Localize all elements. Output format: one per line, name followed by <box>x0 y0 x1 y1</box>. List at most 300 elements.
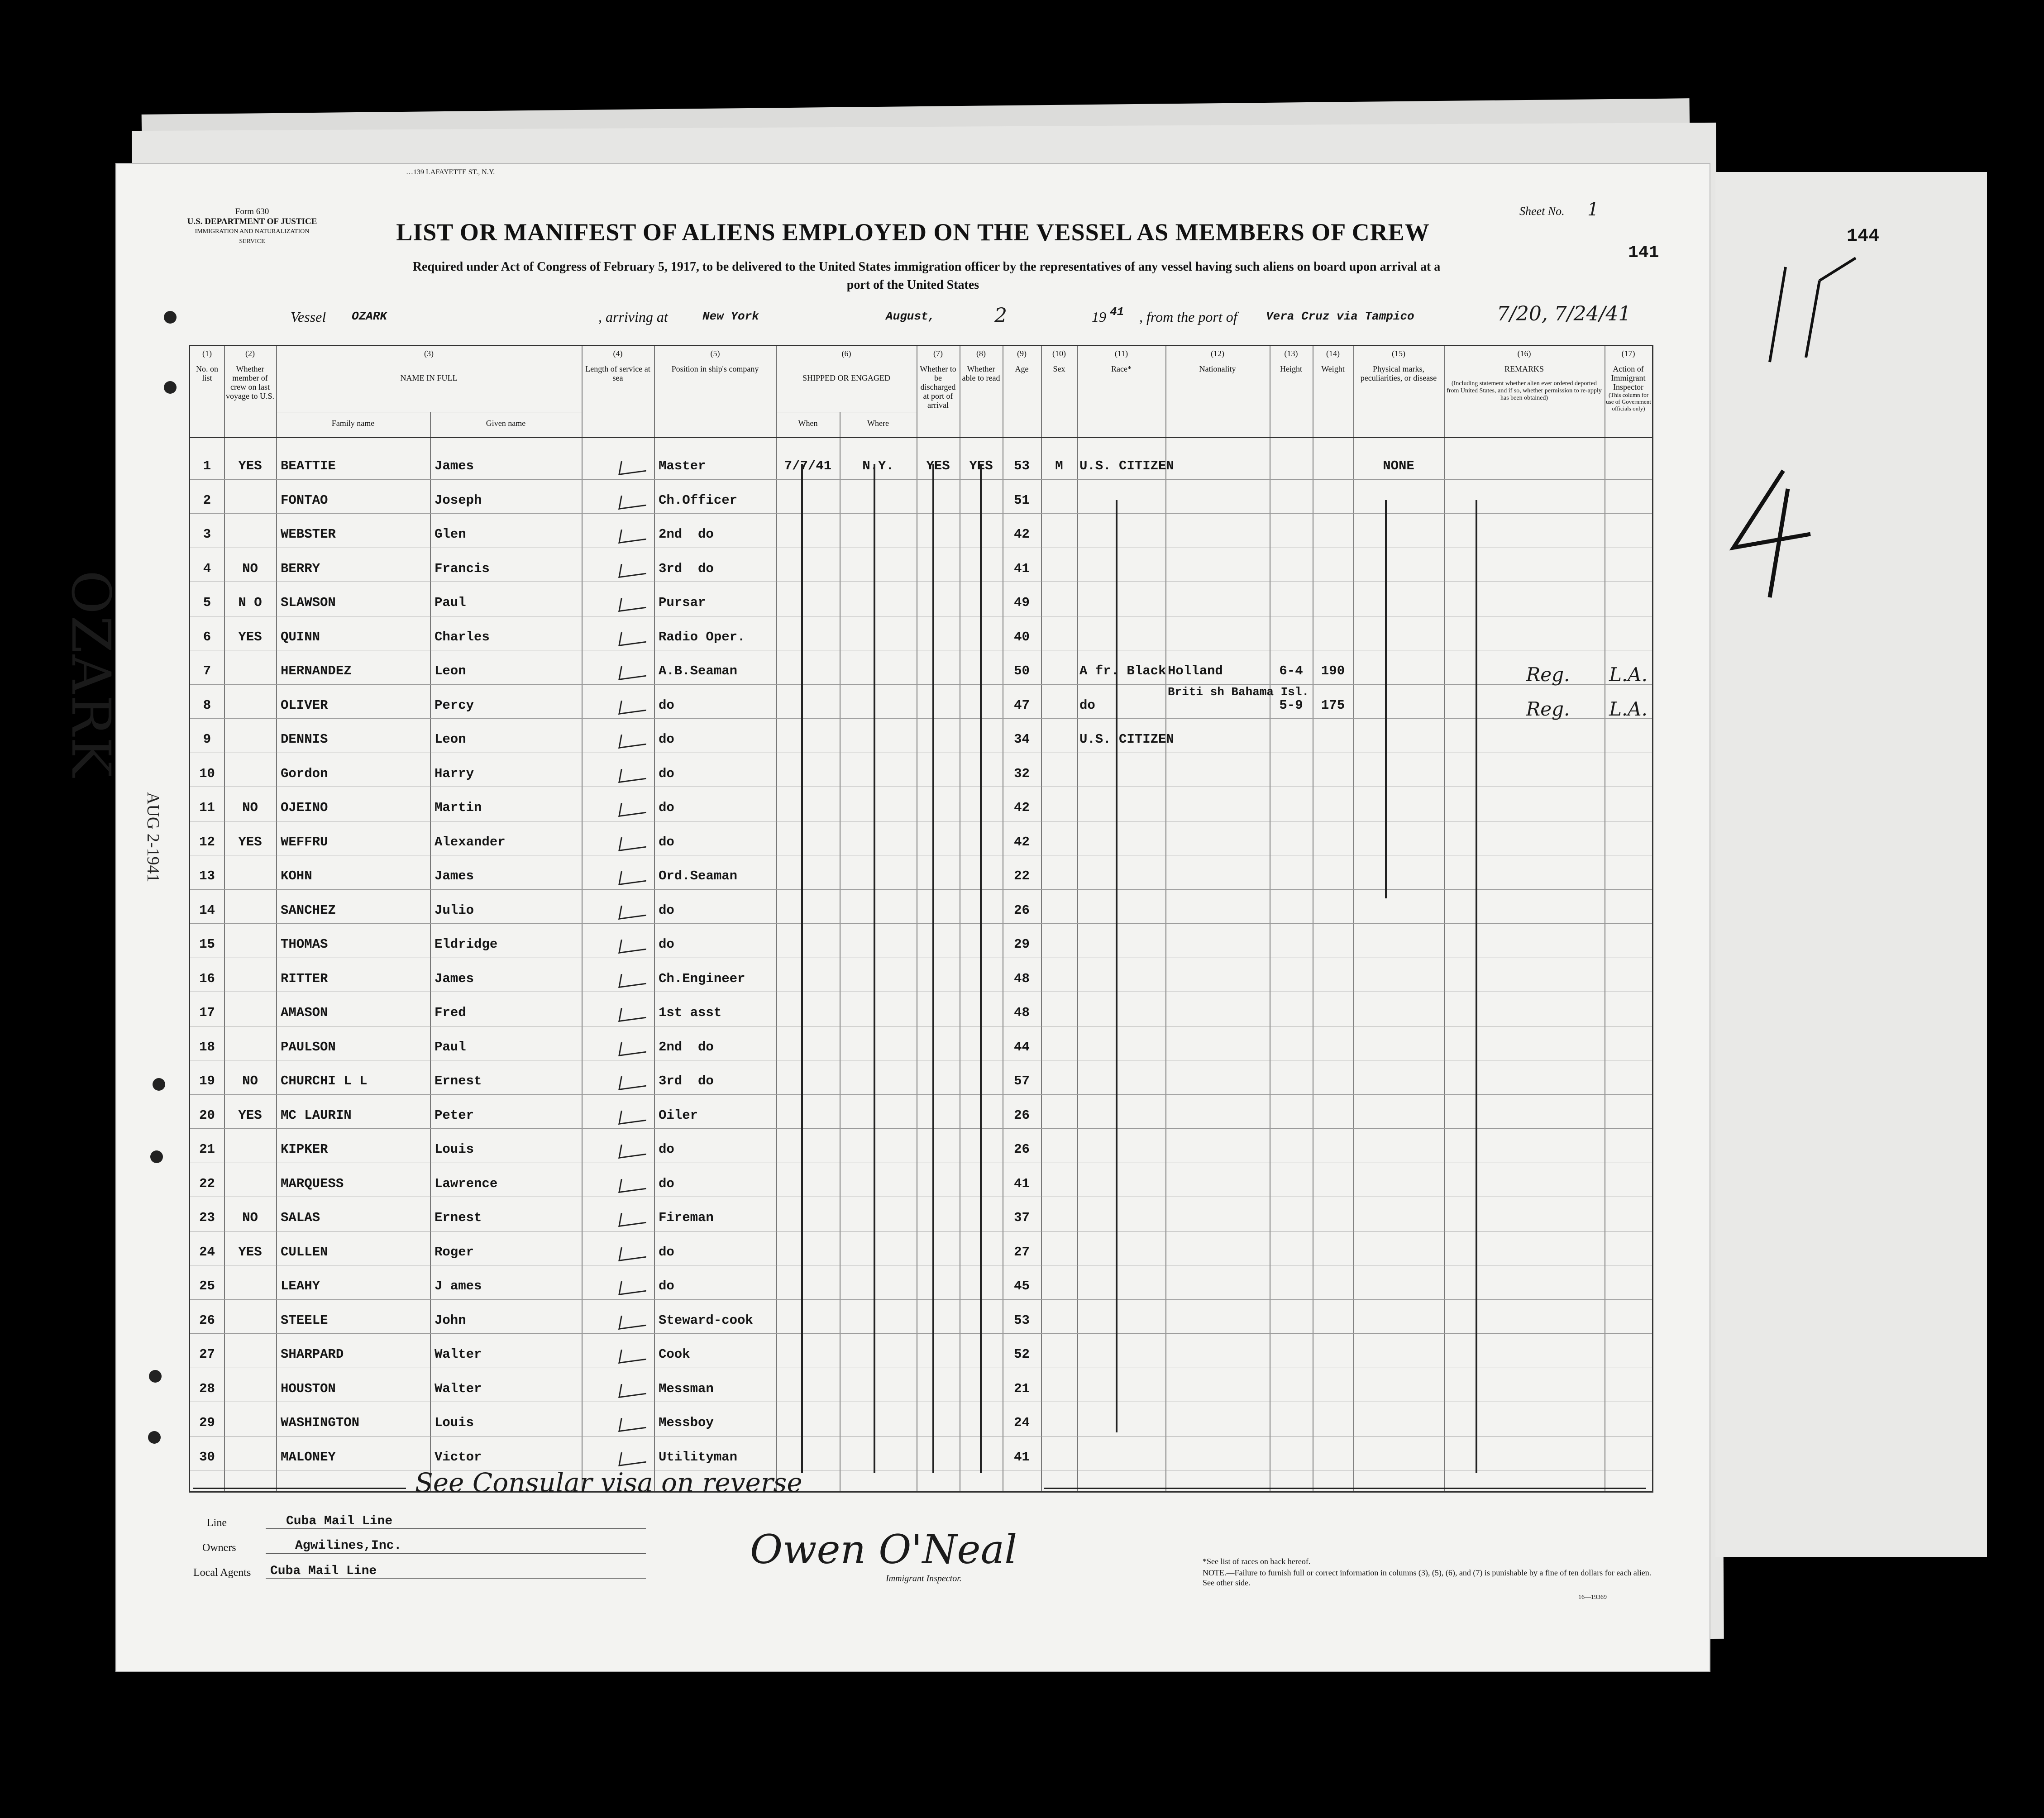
table-row <box>190 1241 1652 1275</box>
row-number: 3 <box>203 527 211 542</box>
column-header-c1: No. on list <box>196 364 218 382</box>
column-number: (2) <box>245 349 255 358</box>
table-row <box>190 1173 1652 1207</box>
race: do <box>1079 697 1095 713</box>
position: 2nd do <box>659 527 714 542</box>
column-number: (15) <box>1392 349 1405 358</box>
check-mark <box>618 1449 649 1466</box>
side-sheet <box>1715 172 1987 1557</box>
position: Pursar <box>659 595 706 610</box>
weight: 190 <box>1321 663 1345 678</box>
column-number: (13) <box>1284 349 1298 358</box>
position: Radio Oper. <box>659 629 745 644</box>
row-number: 17 <box>199 1005 215 1020</box>
age: 26 <box>1014 1142 1030 1157</box>
column-subheader-c3b: Given name <box>486 419 526 428</box>
family-name: WEBSTER <box>281 527 336 542</box>
column-header-c8: Whether able to read <box>962 364 1000 382</box>
table-row <box>190 1275 1652 1309</box>
position: Ch.Officer <box>659 492 738 508</box>
family-name: FONTAO <box>281 492 328 508</box>
age: 49 <box>1014 595 1030 610</box>
agents-label: Local Agents <box>193 1567 251 1579</box>
given-name: Louis <box>435 1142 474 1157</box>
arrival-year: 41 <box>1110 305 1124 319</box>
table-row <box>190 558 1652 592</box>
given-name: Glen <box>435 527 466 542</box>
position: 2nd do <box>659 1039 714 1055</box>
given-name: John <box>435 1312 466 1328</box>
age: 22 <box>1014 868 1030 883</box>
given-name: Eldridge <box>435 937 498 952</box>
table-row <box>190 1207 1652 1241</box>
penalty-note: NOTE.—Failure to furnish full or correct information in columns (3), (5), (6), and (7) is punishable by a fine of ten dollars for each alien. See other side. <box>1203 1568 1652 1587</box>
age: 34 <box>1014 732 1030 747</box>
remarks: Reg. <box>1526 697 1570 720</box>
position: do <box>659 732 674 747</box>
age: 47 <box>1014 697 1030 713</box>
family-name: SHARPARD <box>281 1347 344 1362</box>
table-row <box>190 1309 1652 1344</box>
family-name: KIPKER <box>281 1142 328 1157</box>
vessel-line <box>116 302 1710 331</box>
column-number: (17) <box>1621 349 1635 358</box>
race: A fr. Black <box>1079 663 1166 678</box>
table-row <box>190 626 1652 660</box>
arrival-day: 2 <box>994 304 1007 327</box>
punch-hole <box>164 311 177 324</box>
column-number: (9) <box>1017 349 1027 358</box>
column-header-c13: Height <box>1280 364 1302 373</box>
given-name: Alexander <box>435 834 506 849</box>
column-number: (3) <box>424 349 434 358</box>
given-name: Leon <box>435 663 466 678</box>
manifest-sheet <box>115 163 1710 1672</box>
age: 52 <box>1014 1347 1030 1362</box>
row-number: 16 <box>199 971 215 986</box>
position: do <box>659 1142 674 1157</box>
position: Ch.Engineer <box>659 971 745 986</box>
owners-name: Agwilines,Inc. <box>295 1539 402 1553</box>
previous-voyage: YES <box>238 1107 262 1123</box>
family-name: RITTER <box>281 971 328 986</box>
arrival-port: New York <box>702 310 759 323</box>
given-name: Roger <box>435 1244 474 1260</box>
inspector-action: L.A. <box>1609 663 1648 686</box>
row-number: 24 <box>199 1244 215 1260</box>
check-mark <box>618 1004 649 1022</box>
position: do <box>659 1279 674 1293</box>
check-mark <box>618 834 649 851</box>
age: 42 <box>1014 834 1030 849</box>
given-name: Victor <box>435 1449 482 1465</box>
margin-date-stamp: AUG 2-1941 <box>143 792 162 883</box>
sheet-label: Sheet No. <box>1519 205 1565 218</box>
column-number: (5) <box>710 349 720 358</box>
previous-voyage: NO <box>242 1210 258 1225</box>
position: do <box>659 800 674 815</box>
age: 41 <box>1014 561 1030 576</box>
check-mark <box>618 594 649 612</box>
family-name: MC LAURIN <box>281 1107 352 1123</box>
race: U.S. CITIZEN <box>1079 458 1174 473</box>
check-mark <box>618 1244 649 1261</box>
punch-hole <box>149 1370 162 1383</box>
column-header-c17: Action of Immigrant Inspector <box>1611 364 1646 391</box>
height: 5-9 <box>1279 697 1303 713</box>
row-number: 26 <box>199 1312 215 1328</box>
ditto-stroke <box>932 464 934 1473</box>
row-number: 25 <box>199 1279 215 1293</box>
check-mark <box>618 560 649 578</box>
table-row <box>190 728 1652 763</box>
row-number: 20 <box>199 1107 215 1123</box>
action-note: (This column for use of Government officials only) <box>1606 391 1651 412</box>
given-name: Francis <box>435 561 490 576</box>
given-name: Lawrence <box>435 1176 498 1191</box>
check-mark <box>618 1346 649 1364</box>
table-row <box>190 933 1652 968</box>
previous-voyage: NO <box>242 800 258 815</box>
handwritten-mark <box>1743 253 1915 371</box>
row-number: 9 <box>203 732 211 747</box>
age: 41 <box>1014 1176 1030 1191</box>
previous-voyage: N O <box>238 595 262 610</box>
check-mark <box>618 492 649 510</box>
ditto-stroke <box>980 464 982 1473</box>
table-row <box>190 592 1652 626</box>
family-name: KOHN <box>281 868 312 883</box>
table-row <box>190 1138 1652 1173</box>
owners-label: Owners <box>202 1542 236 1554</box>
height: 6-4 <box>1279 663 1303 678</box>
shipped-where: N.Y. <box>862 458 894 473</box>
row-number: 2 <box>203 492 211 508</box>
family-name: QUINN <box>281 629 320 644</box>
column-header-c2: Whether member of crew on last voyage to U.S. <box>226 364 274 401</box>
check-mark <box>618 1141 649 1159</box>
row-number: 28 <box>199 1381 215 1396</box>
handwritten-4 <box>1715 462 1833 606</box>
table-row <box>190 489 1652 524</box>
check-mark <box>618 1278 649 1295</box>
table-row <box>190 523 1652 558</box>
column-number: (12) <box>1211 349 1224 358</box>
remarks-note: (Including statement whether alien ever ordered deported from United States, and if so, whether permission to re-apply has been obtained) <box>1447 380 1602 401</box>
vessel-label: Vessel <box>291 309 326 325</box>
column-number: (14) <box>1326 349 1340 358</box>
position: do <box>659 1244 674 1260</box>
table-row <box>190 1070 1652 1104</box>
column-header-c3: NAME IN FULL <box>400 373 458 382</box>
age: 45 <box>1014 1279 1030 1293</box>
position: Utilityman <box>659 1449 738 1465</box>
consular-note: See Consular visa on reverse <box>415 1467 802 1498</box>
nationality: Holland <box>1168 663 1223 678</box>
position: Master <box>659 458 706 473</box>
position: do <box>659 1176 674 1191</box>
row-number: 29 <box>199 1415 215 1430</box>
family-name: WASHINGTON <box>281 1415 360 1430</box>
given-name: Charles <box>435 629 490 644</box>
given-name: Martin <box>435 800 482 815</box>
given-name: Ernest <box>435 1210 482 1225</box>
given-name: Fred <box>435 1005 466 1020</box>
check-mark <box>618 697 649 715</box>
given-name: James <box>435 971 474 986</box>
family-name: THOMAS <box>281 937 328 952</box>
position: do <box>659 937 674 952</box>
row-number: 11 <box>199 800 215 815</box>
family-name: BEATTIE <box>281 458 336 473</box>
age: 41 <box>1014 1449 1030 1465</box>
inspector-label: Immigrant Inspector. <box>886 1574 962 1584</box>
previous-voyage: NO <box>242 561 258 576</box>
crew-table <box>189 345 1653 1493</box>
column-number: (16) <box>1517 349 1531 358</box>
given-name: Paul <box>435 1039 466 1055</box>
previous-voyage: YES <box>238 458 262 473</box>
column-number: (6) <box>841 349 851 358</box>
position: 3rd do <box>659 561 714 576</box>
handwritten-dates: 7/20, 7/24/41 <box>1497 302 1631 325</box>
family-name: DENNIS <box>281 732 328 747</box>
ditto-stroke <box>801 464 803 1473</box>
check-mark <box>618 731 649 749</box>
position: Oiler <box>659 1107 698 1123</box>
age: 53 <box>1014 458 1030 473</box>
table-row <box>190 763 1652 797</box>
given-name: Walter <box>435 1381 482 1396</box>
row-number: 6 <box>203 629 211 644</box>
position: do <box>659 902 674 918</box>
ditto-stroke <box>874 464 875 1473</box>
remarks: Reg. <box>1526 663 1570 686</box>
sheet-number: 1 <box>1587 199 1599 220</box>
age: 51 <box>1014 492 1030 508</box>
position: Ord.Seaman <box>659 868 738 883</box>
previous-voyage: YES <box>238 834 262 849</box>
ditto-stroke <box>1385 500 1387 898</box>
column-header-c14: Weight <box>1321 364 1345 373</box>
column-number: (1) <box>202 349 212 358</box>
column-header-c7: Whether to be discharged at port of arrival <box>920 364 956 410</box>
row-number: 22 <box>199 1176 215 1191</box>
column-number: (7) <box>933 349 943 358</box>
margin-vessel-name: OZARK <box>60 570 122 779</box>
able-to-read: YES <box>969 458 993 473</box>
position: Fireman <box>659 1210 714 1225</box>
column-header-c5: Position in ship's company <box>671 364 759 373</box>
age: 48 <box>1014 1005 1030 1020</box>
age: 21 <box>1014 1381 1030 1396</box>
check-mark <box>618 868 649 885</box>
discharged: YES <box>926 458 950 473</box>
given-name: Joseph <box>435 492 482 508</box>
given-name: Ernest <box>435 1074 482 1088</box>
weight: 175 <box>1321 697 1345 713</box>
family-name: CHURCHI L L <box>281 1074 368 1088</box>
check-mark <box>618 458 649 475</box>
age: 27 <box>1014 1244 1030 1260</box>
family-name: SLAWSON <box>281 595 336 610</box>
column-number: (8) <box>976 349 986 358</box>
column-header-c4: Length of service at sea <box>585 364 650 382</box>
table-row <box>190 685 1652 729</box>
family-name: MALONEY <box>281 1449 336 1465</box>
table-row <box>190 1446 1652 1480</box>
age: 29 <box>1014 937 1030 952</box>
age: 26 <box>1014 1107 1030 1123</box>
service: IMMIGRATION AND NATURALIZATION SERVICE <box>195 228 310 245</box>
age: 24 <box>1014 1415 1030 1430</box>
given-name: Julio <box>435 902 474 918</box>
inspector-signature: Owen O'Neal <box>750 1526 1017 1573</box>
check-mark <box>618 1414 649 1432</box>
age: 40 <box>1014 629 1030 644</box>
position: A.B.Seaman <box>659 663 738 678</box>
row-number: 13 <box>199 868 215 883</box>
race: U.S. CITIZEN <box>1079 732 1174 747</box>
check-mark <box>618 1107 649 1125</box>
form-code: 16—19369 <box>1578 1594 1607 1601</box>
sex: M <box>1055 458 1063 473</box>
age: 26 <box>1014 902 1030 918</box>
printer-imprint: …139 LAFAYETTE ST., N.Y. <box>406 168 495 176</box>
row-number: 14 <box>199 902 215 918</box>
physical-marks: NONE <box>1383 458 1414 473</box>
table-row <box>190 1002 1652 1036</box>
table-row <box>190 660 1652 694</box>
check-mark <box>618 1073 649 1090</box>
age: 53 <box>1014 1312 1030 1328</box>
age: 32 <box>1014 766 1030 781</box>
line-label: Line <box>207 1517 227 1529</box>
position: Steward-cook <box>659 1312 753 1328</box>
table-row <box>190 1036 1652 1070</box>
shipped-when: 7/7/41 <box>784 458 832 473</box>
row-number: 4 <box>203 561 211 576</box>
family-name: CULLEN <box>281 1244 328 1260</box>
check-mark <box>618 1039 649 1056</box>
row-number: 27 <box>199 1347 215 1362</box>
family-name: Gordon <box>281 766 328 781</box>
column-header-c6: SHIPPED OR ENGAGED <box>802 373 890 382</box>
row-number: 19 <box>199 1074 215 1088</box>
check-mark <box>618 1312 649 1330</box>
position: Messman <box>659 1381 714 1396</box>
given-name: Leon <box>435 732 466 747</box>
column-number: (11) <box>1114 349 1128 358</box>
check-mark <box>618 526 649 544</box>
age: 48 <box>1014 971 1030 986</box>
position: do <box>659 697 674 713</box>
table-row <box>190 1104 1652 1139</box>
given-name: Louis <box>435 1415 474 1430</box>
given-name: Peter <box>435 1107 474 1123</box>
table-row <box>190 455 1652 489</box>
check-mark <box>618 799 649 817</box>
check-mark <box>618 970 649 988</box>
family-name: PAULSON <box>281 1039 336 1055</box>
arriving-label: , arriving at <box>598 309 668 325</box>
family-name: SANCHEZ <box>281 902 336 918</box>
column-number: (4) <box>613 349 623 358</box>
position: 1st asst <box>659 1005 722 1020</box>
row-number: 21 <box>199 1142 215 1157</box>
age: 50 <box>1014 663 1030 678</box>
nationality: Briti sh Bahama Isl. <box>1168 685 1309 699</box>
inspector-action: L.A. <box>1609 697 1648 720</box>
check-mark <box>618 936 649 954</box>
family-name: SALAS <box>281 1210 320 1225</box>
age: 42 <box>1014 527 1030 542</box>
previous-voyage: YES <box>238 1244 262 1260</box>
year-prefix: 19 <box>1092 309 1106 325</box>
row-number: 8 <box>203 697 211 713</box>
punch-hole <box>148 1431 161 1444</box>
line-name: Cuba Mail Line <box>286 1514 393 1528</box>
check-mark <box>618 902 649 920</box>
age: 44 <box>1014 1039 1030 1055</box>
row-number: 10 <box>199 766 215 781</box>
table-row <box>190 899 1652 934</box>
stamp-141: 141 <box>1628 243 1659 262</box>
check-mark <box>618 1380 649 1398</box>
given-name: Paul <box>435 595 466 610</box>
family-name: STEELE <box>281 1312 328 1328</box>
form-number: Form 630 <box>235 207 269 216</box>
row-number: 12 <box>199 834 215 849</box>
position: do <box>659 834 674 849</box>
family-name: WEFFRU <box>281 834 328 849</box>
position: Messboy <box>659 1415 714 1430</box>
manifest-subtitle: Required under Act of Congress of February 5, 1917, to be delivered to the United States immigration officer by the representatives of any vessel having such aliens on board upon arrival at a <box>412 260 1441 274</box>
check-mark <box>618 629 649 646</box>
row-number: 7 <box>203 663 211 678</box>
table-row <box>190 1412 1652 1446</box>
given-name: James <box>435 458 474 473</box>
punch-hole <box>153 1078 165 1091</box>
punch-hole <box>164 381 177 394</box>
stamp-144: 144 <box>1847 226 1880 247</box>
column-subheader-c6a: When <box>798 419 818 428</box>
age: 37 <box>1014 1210 1030 1225</box>
manifest-title: LIST OR MANIFEST OF ALIENS EMPLOYED ON THE VESSEL AS MEMBERS OF CREW <box>396 219 1430 246</box>
table-row <box>190 831 1652 865</box>
column-header-c10: Sex <box>1053 364 1065 373</box>
family-name: LEAHY <box>281 1279 320 1293</box>
ditto-stroke <box>1476 500 1477 1473</box>
check-mark <box>618 765 649 783</box>
table-row <box>190 865 1652 899</box>
row-number: 1 <box>203 458 211 473</box>
age: 57 <box>1014 1074 1030 1088</box>
given-name: Walter <box>435 1347 482 1362</box>
row-number: 30 <box>199 1449 215 1465</box>
given-name: Percy <box>435 697 474 713</box>
manifest-subtitle-2: port of the United States <box>846 278 979 292</box>
punch-hole <box>150 1150 163 1163</box>
table-row <box>190 1378 1652 1412</box>
column-subheader-c6b: Where <box>867 419 889 428</box>
department: U.S. DEPARTMENT OF JUSTICE <box>187 217 317 226</box>
position: Cook <box>659 1347 690 1362</box>
check-mark <box>618 1209 649 1227</box>
race-note: *See list of races on back hereof. <box>1203 1557 1311 1566</box>
family-name: OLIVER <box>281 697 328 713</box>
table-row <box>190 1343 1652 1378</box>
